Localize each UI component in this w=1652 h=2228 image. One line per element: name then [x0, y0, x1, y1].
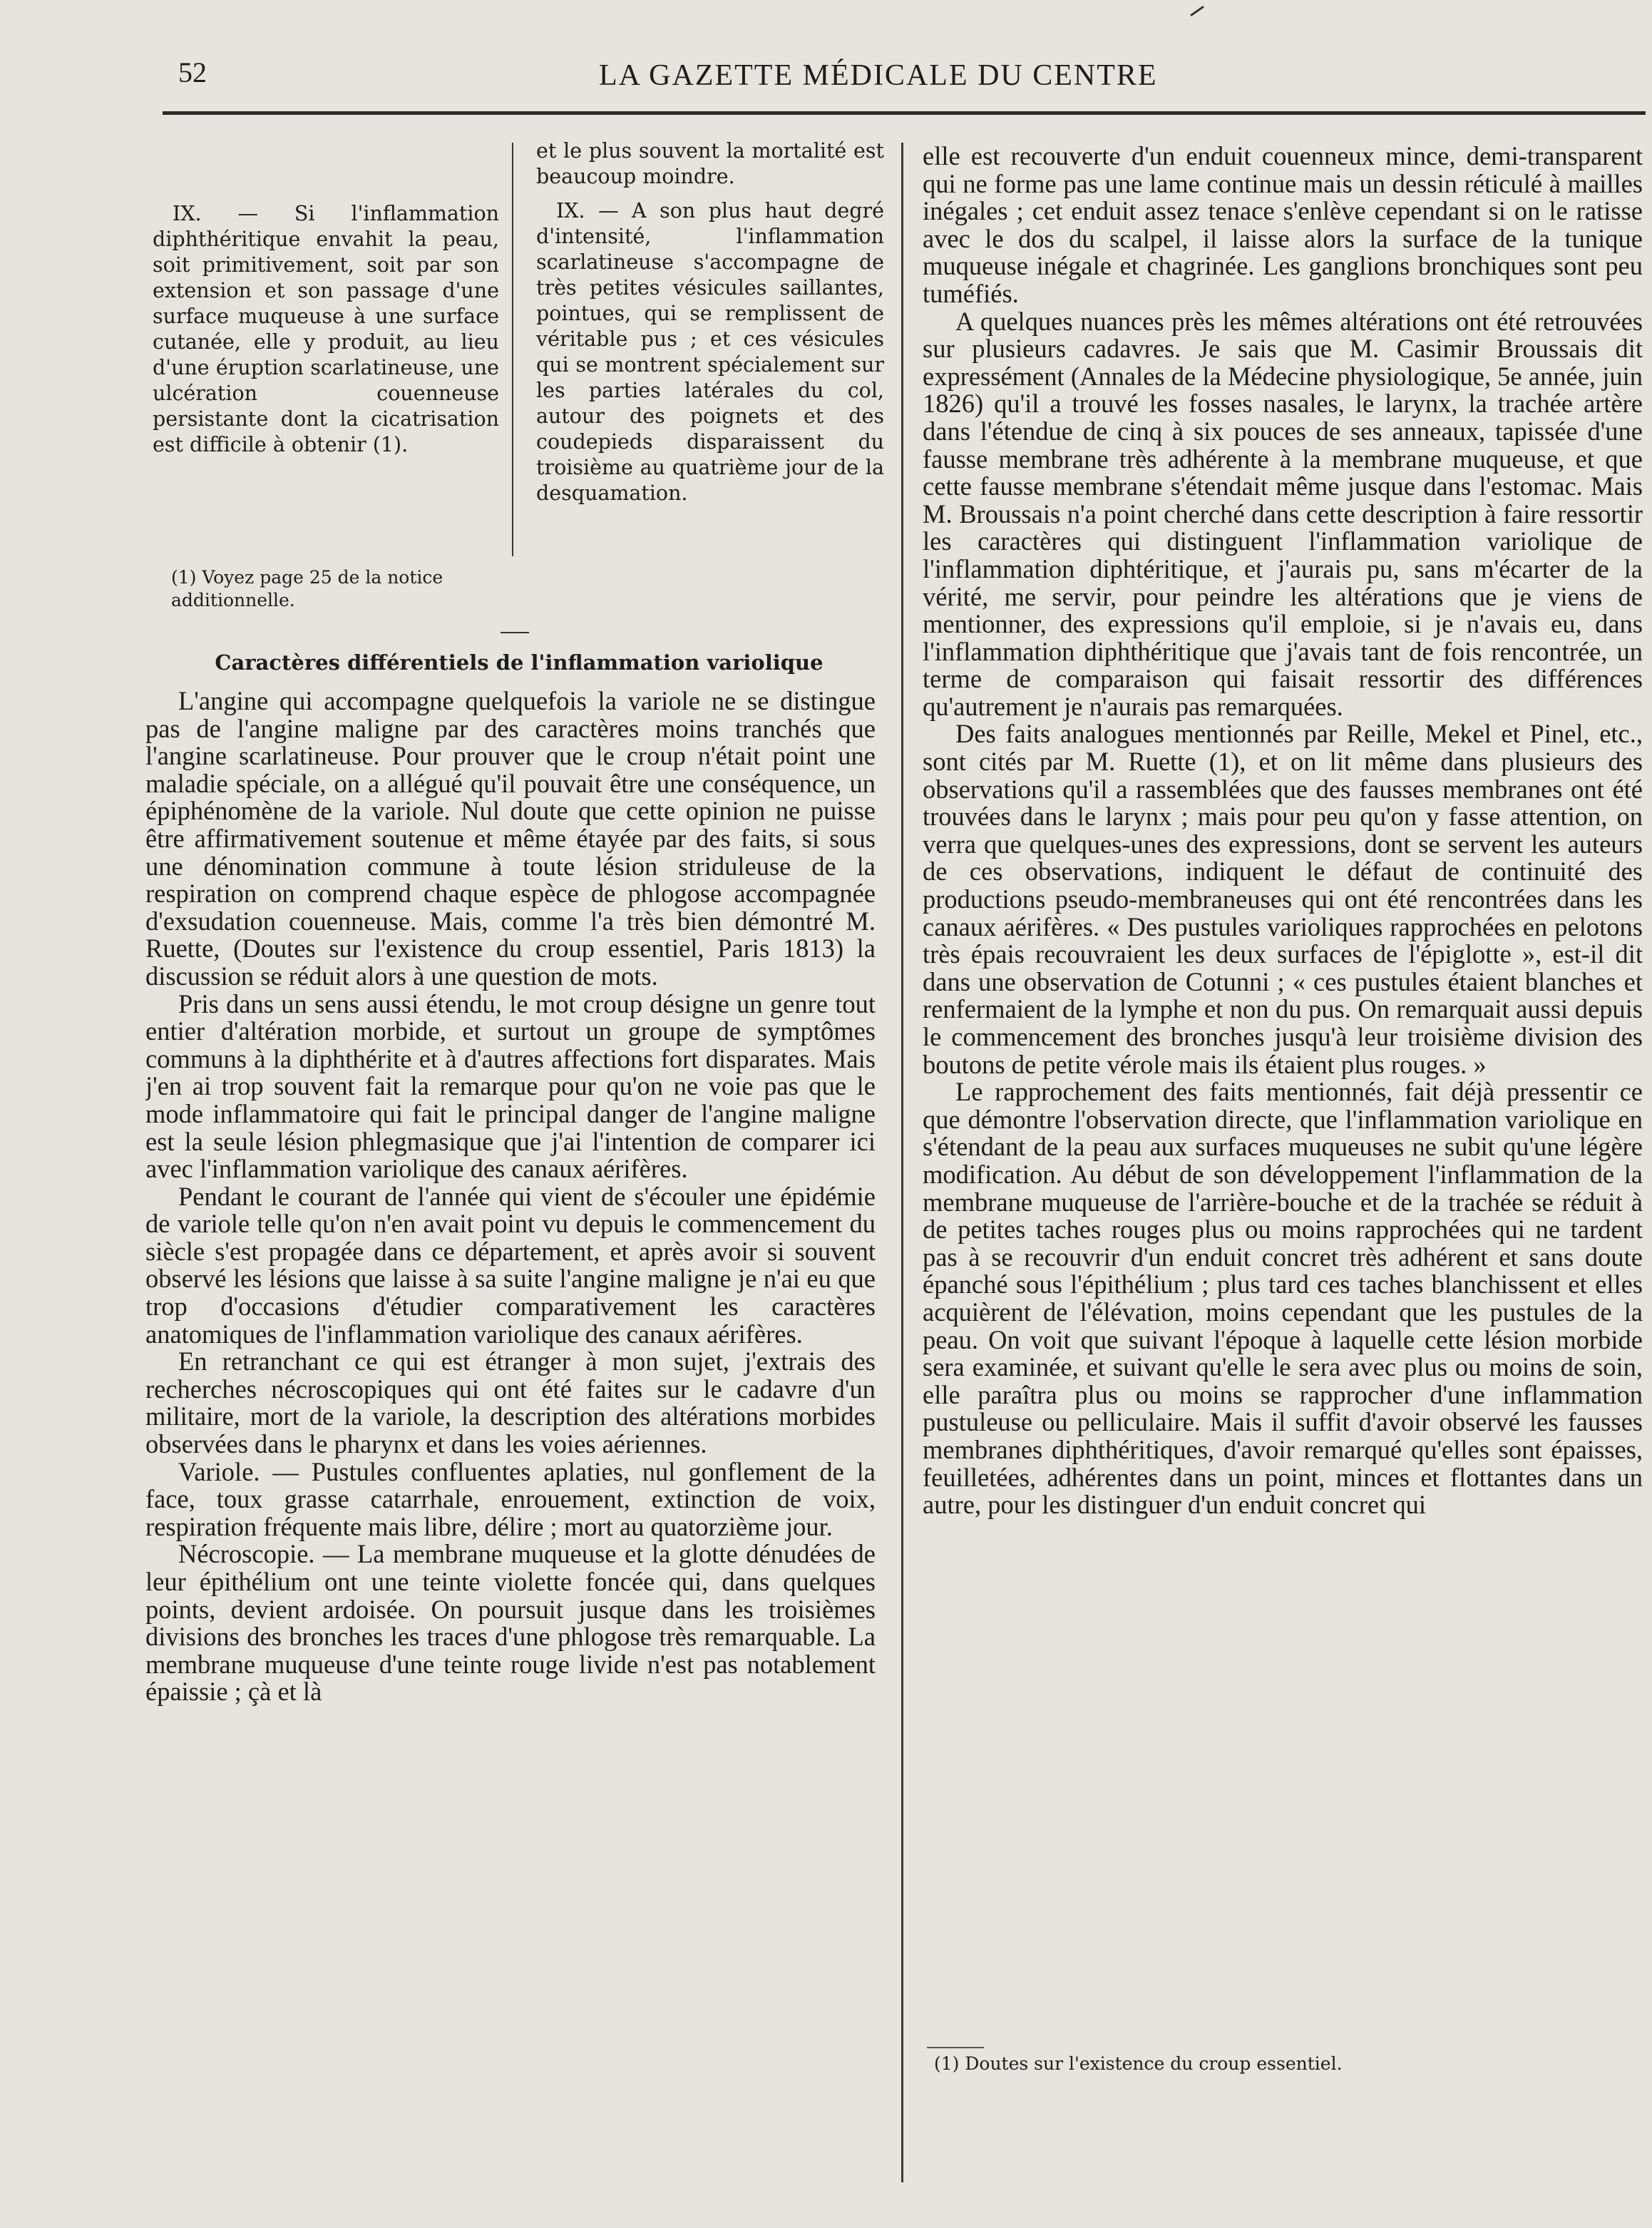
journal-title: LA GAZETTE MÉDICALE DU CENTRE [599, 59, 1158, 92]
paragraph-croup-genre: Pris dans un sens aussi étendu, le mot croup désigne un genre tout entier d'altération morbide, et surtout un groupe de symptômes communs à la diphthérite et à d'autres affections fort disparates. Mais j'en ai trop souvent fait la remarque pour qu'on ne voie pas que le mode inflammatoire qui fait le principal danger de l'angine maligne est la seule lésion phlegmasique que j'ai l'intention de comparer ici avec l'inflammation variolique des canaux aérifères. [145, 988, 876, 1184]
column-divider-1 [512, 143, 513, 556]
paragraph-retranchant: En retranchant ce qui est étranger à mon sujet, j'extrais des recherches nécroscopiques qui ont été faites sur le cadavre d'un militaire, mort de la variole, la description des altérations morbides observées dans le pharynx et dans les voies aériennes. [145, 1346, 876, 1459]
paragraph-variole-case: Variole. — Pustules confluentes aplaties, nul gonflement de la face, toux grasse catarrhale, enrouement, extinction de voix, respiration fréquente mais libre, délire ; mort au quatorzième jour. [145, 1456, 876, 1541]
page-number: 52 [178, 56, 207, 88]
footnote-rule [927, 2047, 984, 2048]
paragraph-epidemie: Pendant le courant de l'année qui vient de s'écouler une épidémie de variole telle qu'on n'en avait point vu depuis le commencement du siècle s'est propagée dans ce département, et après avoir si souvent observé les lésions que laisse à sa suite l'angine maligne je n'ai eu que trop d'occasions d'étudier comparativement les caractères anatomiques de l'inflammation variolique des canaux aérifères. [145, 1181, 876, 1349]
header-rule [163, 111, 1646, 115]
column-1-top [153, 201, 499, 501]
paragraph-faits-analogues: Des faits analogues mentionnés par Reille, Mekel et Pinel, etc., sont cités par M. Ruette (1), et on lit même dans plusieurs des observations qu'il a rassemblées que des fausses membranes ont été trouvées dans le larynx ; mais pour peu qu'on y fasse attention, on verra que quelques-unes des expressions, dont se servent les auteurs de ces observations, indiquent le défaut de continuité des productions pseudo-membraneuses qui ont été rencontrées dans les canaux aérifères. « Des pustules varioliques rapprochées en pelotons très épais recouvraient les deux surfaces de l'épiglotte », est-il dit dans une observation de Cotunni ; « ces pustules étaient blanches et renfermaient de la lymphe et non du pus. On remarquait aussi depuis le commencement des bronches jusqu'à leur troisième division des boutons de petite vérole mais ils étaient plus rouges. » [923, 719, 1643, 1079]
paragraph-necroscopie: Nécroscopie. — La membrane muqueuse et la glotte dénudées de leur épithélium ont une teinte violette foncée qui, dans quelques points, devient ardoisée. On poursuit jusque dans les troisièmes divisions des bronches les traces d'une phlogose très remarquable. La membrane muqueuse d'une teinte rouge livide n'est pas notablement épaissie ; çà et là [145, 1539, 876, 1707]
footnote-col1: (1) Voyez page 25 de la notice additionnelle. [171, 567, 443, 610]
column-2-top [536, 138, 884, 538]
pen-mark [1190, 6, 1204, 16]
section-divider-dash [501, 632, 529, 633]
paragraph-ix-diphtheritic: IX. — Si l'inflammation diphthéritique envahit la peau, soit primitivement, soit par son extension et son passage d'une surface muqueuse à une surface cutanée, elle y produit, au lieu d'une éruption scarlatineuse, une ulcération couenneuse persistante dont la cicatrisation est difficile à obtenir (1). [153, 202, 499, 456]
paragraph-rapprochement: Le rapprochement des faits mentionnés, fait déjà pressentir ce que démontre l'observation directe, que l'inflammation variolique en s'étendant de la peau aux surfaces muqueuses ne subit qu'une légère modification. Au début de son développement l'inflammation de la membrane muqueuse de l'arrière-bouche et de la trachée se réduit à de petites taches rouges plus ou moins rapprochées qui ne tardent pas à se recouvrir d'un enduit concret très adhérent et sans doute épanché sous l'épithélium ; plus tard ces taches blanchissent et elles acquièrent de l'élévation, moins cependant que les pustules de la peau. On voit que suivant l'époque à laquelle cette lésion morbide sera examinée, et suivant qu'elle le sera avec plus ou moins de soin, elle paraîtra plus ou moins se rapprocher d'une inflammation pustuleuse ou pelliculaire. Mais il suffit d'avoir observé les fausses membranes diphthéritiques, d'avoir remarqué qu'elles sont épaisses, feuilletées, adhérentes dans un point, minces et flottantes dans un autre, pour les distinguer d'un enduit concret qui [923, 1077, 1643, 1520]
section-heading: Caractères différentiels de l'inflammation variolique [215, 650, 824, 675]
column-right-main [923, 143, 1643, 2040]
paragraph-broussais: A quelques nuances près les mêmes altérations ont été retrouvées sur plusieurs cadavres. Je sais que M. Casimir Broussais dit expressément (Annales de la Médecine physiologique, 5e année, juin 1826) qu'il a trouvé les fosses nasales, le larynx, la trachée artère dans l'étendue de cinq à six pouces de ses anneaux, tapissée d'une fausse membrane très adhérente à la membrane muqueuse, et que cette fausse membrane s'étendait même jusque dans l'estomac. Mais M. Broussais n'a point cherché dans cette description à faire ressortir les caractères qui distinguent l'inflammation variolique de l'inflammation diphtéritique, et j'aurais pu, sans m'écarter de la vérité, me servir, pour peindre les altérations que je viens de mentionner, des expressions qu'il emploie, si je n'avais eu, dans l'inflammation diphthéritique que j'avais tant de fois rencontrée, un terme de comparaison qui faisait ressortir des différences qu'autrement je n'aurais pas remarquées. [923, 306, 1643, 721]
paragraph-ix-scarlatine: IX. — A son plus haut degré d'intensité, l'inflammation scarlatineuse s'accompagne de très petites vésicules saillantes, pointues, qui se remplissent de véritable pus ; et ces vésicules qui se montrent spécialement sur les parties latérales du col, autour des poignets et des coudepieds disparaissent du troisième au quatrième jour de la desquamation. [536, 199, 884, 505]
paragraph-mortality: et le plus souvent la mortalité est beaucoup moindre. [536, 139, 884, 188]
column-divider-2 [901, 143, 903, 2182]
footnote-col3: (1) Doutes sur l'existence du croup essentiel. [934, 2053, 1343, 2074]
paragraph-enduit: elle est recouverte d'un enduit couenneux mince, demi-transparent qui ne forme pas une lame continue mais un dessin réticulé à mailles inégales ; cet enduit assez tenace s'enlève cependant si on le ratisse avec le dos du scalpel, il laisse alors la surface de la tunique muqueuse inégale et chagrinée. Les ganglions bronchiques sont peu tuméfiés. [923, 143, 1643, 308]
paragraph-angine-variole: L'angine qui accompagne quelquefois la variole ne se distingue pas de l'angine maligne par des caractères moins tranchés que l'angine scarlatineuse. Pour prouver que le croup n'était point une maladie spéciale, on a allégué qu'il pouvait être une conséquence, un épiphénomène de la variole. Nul doute que cette opinion ne puisse être affirmativement soutenue et même étayée par des faits, si sous une dénomination commune à toute lésion striduleuse de la respiration on comprend chaque espèce de phlogose accompagnée d'exsudation couenneuse. Mais, comme l'a très bien démontré M. Ruette, (Doutes sur l'existence du croup essentiel, Paris 1813) la discussion se réduit alors à une question de mots. [145, 688, 876, 991]
column-left-main [145, 688, 876, 2178]
